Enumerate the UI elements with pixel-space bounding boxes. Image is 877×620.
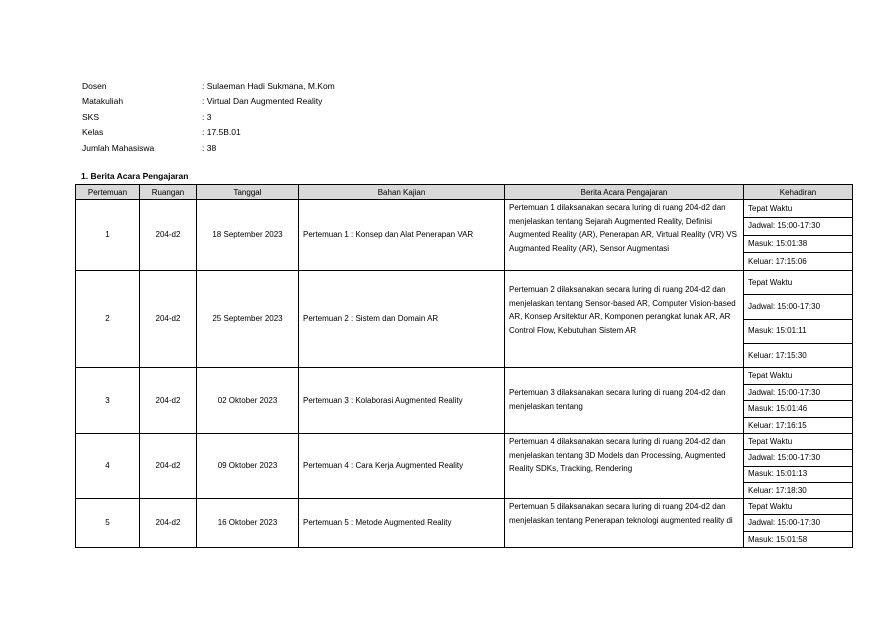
- info-label: SKS: [82, 111, 100, 122]
- cell-pertemuan: 5: [76, 499, 140, 548]
- cell-ruangan: 204-d2: [140, 271, 197, 368]
- attendance-status: Tepat Waktu: [744, 434, 852, 450]
- cell-tanggal: 09 Oktober 2023: [197, 434, 299, 499]
- cell-pertemuan: 4: [76, 434, 140, 499]
- cell-kehadiran: [744, 434, 853, 499]
- info-value: : Sulaeman Hadi Sukmana, M.Kom: [202, 80, 335, 91]
- header-bahan-kajian: Bahan Kajian: [299, 185, 505, 200]
- attendance-masuk: Masuk: 15:01:46: [744, 401, 852, 418]
- info-value: : 38: [202, 142, 217, 153]
- berita-text: Pertemuan 5 dilaksanakan secara luring di ruang 204-d2 dan menjelaskan tentang Penerapan teknologi augmented reality di: [509, 502, 733, 525]
- cell-kehadiran: [744, 368, 853, 434]
- cell-berita-acara: [505, 271, 744, 368]
- berita-text: Pertemuan 3 dilaksanakan secara luring di ruang 204-d2 dan menjelaskan tentang: [509, 388, 726, 411]
- info-label: Dosen: [82, 80, 107, 91]
- cell-tanggal: 18 September 2023: [197, 200, 299, 271]
- cell-ruangan: 204-d2: [140, 200, 197, 271]
- attendance-masuk: Masuk: 15:01:38: [744, 236, 852, 254]
- header-ruangan: Ruangan: [140, 185, 197, 200]
- cell-tanggal: 16 Oktober 2023: [197, 499, 299, 548]
- info-kelas: [82, 125, 335, 141]
- header-tanggal: Tanggal: [197, 185, 299, 200]
- attendance-jadwal: Jadwal: 15:00-17:30: [744, 295, 852, 319]
- cell-pertemuan: 1: [76, 200, 140, 271]
- cell-kehadiran: [744, 271, 853, 368]
- section-title: 1. Berita Acara Pengajaran: [81, 171, 189, 181]
- cell-berita-acara: [505, 434, 744, 499]
- cell-tanggal: 02 Oktober 2023: [197, 368, 299, 434]
- attendance-status: Tepat Waktu: [744, 271, 852, 295]
- attendance-jadwal: Jadwal: 15:00-17:30: [744, 218, 852, 236]
- attendance-masuk: Masuk: 15:01:13: [744, 467, 852, 483]
- cell-berita-acara: [505, 499, 744, 548]
- info-sks: [82, 109, 335, 125]
- attendance-status: Tepat Waktu: [744, 368, 852, 385]
- info-label: Jumlah Mahasiswa: [82, 142, 155, 153]
- attendance-jadwal: Jadwal: 15:00-17:30: [744, 450, 852, 466]
- info-label: Kelas: [82, 127, 104, 138]
- teaching-report-table: [75, 184, 853, 548]
- cell-pertemuan: 3: [76, 368, 140, 434]
- cell-bahan-kajian: Pertemuan 5 : Metode Augmented Reality: [299, 499, 505, 548]
- attendance-jadwal: Jadwal: 15:00-17:30: [744, 515, 852, 531]
- table-row: [76, 499, 853, 548]
- cell-tanggal: 25 September 2023: [197, 271, 299, 368]
- header-berita-acara: Berita Acara Pengajaran: [505, 185, 744, 200]
- table-row: [76, 271, 853, 368]
- info-jumlah-mahasiswa: [82, 140, 335, 156]
- cell-kehadiran: [744, 200, 853, 271]
- header-pertemuan: Pertemuan: [76, 185, 140, 200]
- cell-berita-acara: [505, 368, 744, 434]
- cell-kehadiran: [744, 499, 853, 548]
- cell-pertemuan: 2: [76, 271, 140, 368]
- cell-bahan-kajian: Pertemuan 3 : Kolaborasi Augmented Reality: [299, 368, 505, 434]
- attendance-keluar: Keluar: 17:16:15: [748, 420, 807, 430]
- table-row: [76, 368, 853, 434]
- info-dosen: [82, 78, 335, 94]
- table-row: [76, 200, 853, 271]
- info-matakuliah: [82, 94, 335, 110]
- attendance-masuk: Masuk: 15:01:58: [748, 534, 808, 544]
- header-kehadiran: Kehadiran: [744, 185, 853, 200]
- info-value: : 3: [202, 111, 212, 122]
- cell-bahan-kajian: Pertemuan 1 : Konsep dan Alat Penerapan VAR: [299, 200, 505, 271]
- cell-ruangan: 204-d2: [140, 368, 197, 434]
- info-label: Matakuliah: [82, 96, 124, 107]
- attendance-keluar: Keluar: 17:15:06: [748, 256, 807, 266]
- cell-bahan-kajian: Pertemuan 2 : Sistem dan Domain AR: [299, 271, 505, 368]
- table-row: [76, 434, 853, 499]
- attendance-keluar: Keluar: 17:15:30: [748, 350, 807, 360]
- attendance-jadwal: Jadwal: 15:00-17:30: [744, 385, 852, 402]
- cell-ruangan: 204-d2: [140, 499, 197, 548]
- course-info: [82, 78, 335, 156]
- berita-text: Pertemuan 1 dilaksanakan secara luring di ruang 204-d2 dan menjelaskan tentang Sejarah Augmented Reality, Definisi Augmented Reality (AR), Penerapan AR, Virtual Reality (VR) VS Augmanted Reality (AR), Sensor Augmentasi: [509, 203, 737, 253]
- table-header-row: [76, 185, 853, 200]
- cell-bahan-kajian: Pertemuan 4 : Cara Kerja Augmented Reality: [299, 434, 505, 499]
- cell-ruangan: 204-d2: [140, 434, 197, 499]
- attendance-masuk: Masuk: 15:01:11: [744, 320, 852, 344]
- info-value: : 17.5B.01: [202, 127, 241, 138]
- cell-berita-acara: [505, 200, 744, 271]
- attendance-status: Tepat Waktu: [744, 499, 852, 515]
- attendance-status: Tepat Waktu: [744, 200, 852, 218]
- berita-text: Pertemuan 2 dilaksanakan secara luring di ruang 204-d2 dan menjelaskan tentang Sensor-based AR, Computer Vision-based AR, Konsep Arsitektur AR, Komponen perangkat lunak AR, AR Control Flow, Kebutuhan Sistem AR: [509, 285, 736, 335]
- berita-text: Pertemuan 4 dilaksanakan secara luring di ruang 204-d2 dan menjelaskan tentang 3D Models dan Processing, Augmented Reality SDKs, Tracking, Rendering: [509, 437, 726, 473]
- info-value: : Virtual Dan Augmented Reality: [202, 96, 323, 107]
- attendance-keluar: Keluar: 17:18:30: [748, 485, 807, 495]
